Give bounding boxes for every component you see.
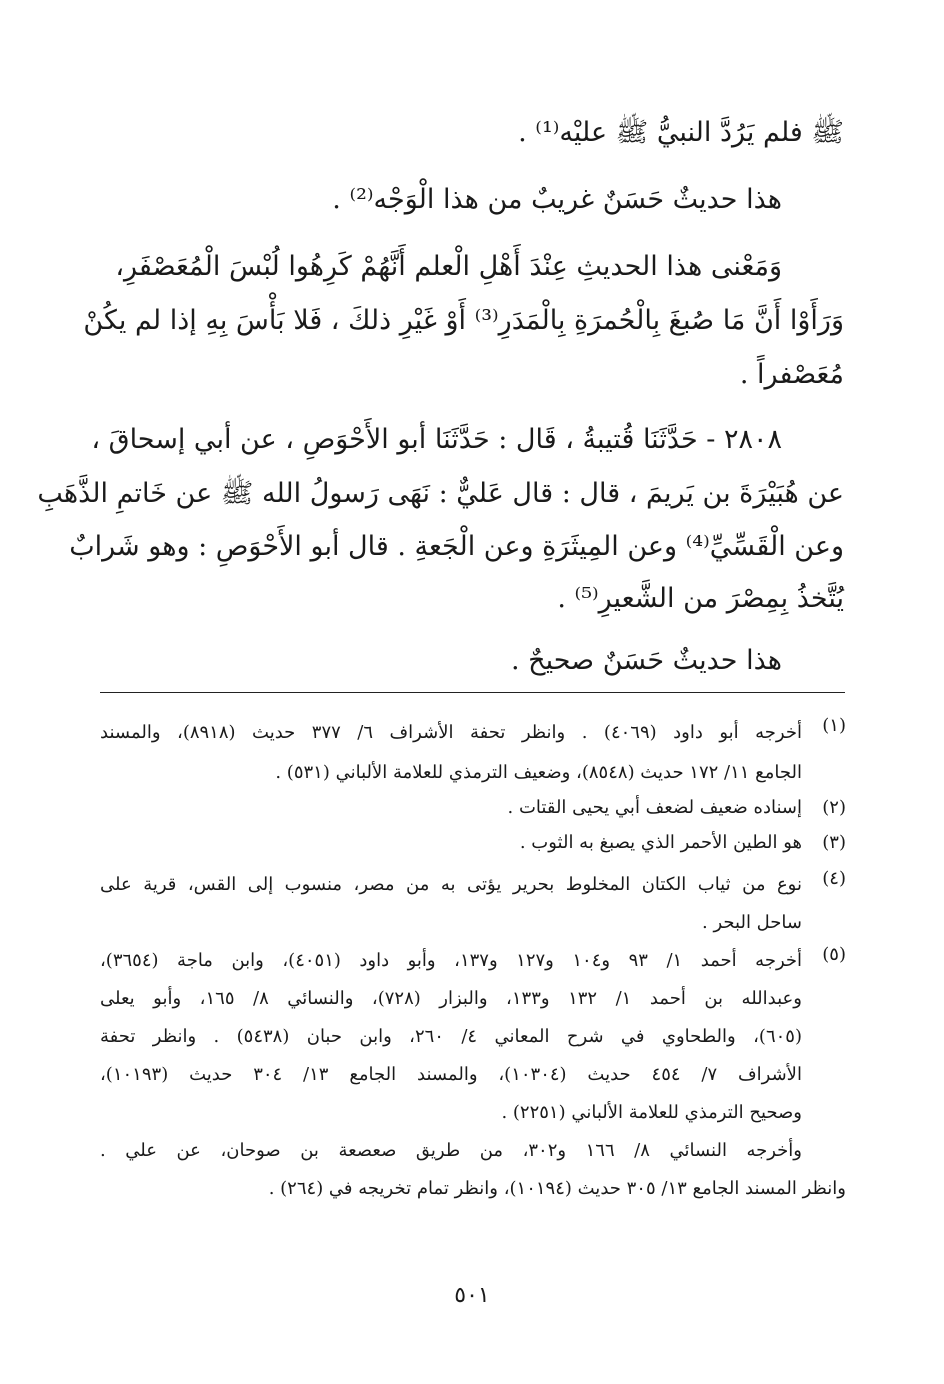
body-line: ٢٨٠٨ - حَدَّثَنَا قُتيبةُ ، قَال : حَدَّثَنَا أبو الأَحْوَصِ ، عن أبي إسحاقَ ، (91, 424, 782, 455)
footnote-line: هو الطين الأحمر الذي يصبغ به الثوب . (519, 832, 802, 853)
body-line: وَمَعْنى هذا الحديثِ عِنْدَ أَهْلِ الْعلم أَنَّهُمْ كَرِهُوا لُبْسَ الْمُعَصْفَرِ، (115, 251, 782, 282)
footnote-text (100, 713, 802, 793)
footnote-line: وانظر المسند الجامع ١٣/ ٣٠٥ حديث (١٠١٩٤)، وانظر تمام تخريجه في (٢٦٤) . (268, 1178, 846, 1199)
footnote-line: وعبدالله بن أحمد ١/ ١٣٢ و١٣٣، والبزار (٧٢٨)، والنسائي ٨/ ١٦٥، وأبو يعلى (100, 988, 802, 1009)
footnote-number: (١) (822, 715, 846, 736)
body-line: يُتَّخذُ بِمِصْرَ من الشَّعيرِ⁽⁵⁾ . (557, 583, 844, 614)
footnote-line: الجامع ١١/ ١٧٢ حديث (٨٥٤٨)، وضعيف الترمذي للعلامة الألباني (٥٣١) . (275, 762, 802, 783)
body-line: هذا حديثٌ حَسَنٌ صحيحٌ . (511, 645, 782, 676)
footnote-number: (٢) (822, 797, 846, 818)
footnote-line: وصحيح الترمذي للعلامة الألباني (٢٢٥١) . (501, 1102, 802, 1123)
body-line: وَرَأَوْا أَنَّ مَا صُبغَ بِالْحُمرَةِ بِالْمَدَرِ⁽³⁾ أَوْ غَيْرِ ذلكَ ، فَلا بَأْسَ بِهِ إذا لم يكُنْ (83, 305, 844, 336)
footnote-line: إسناده ضعيف لضعف أبي يحيى القتات . (507, 797, 802, 818)
body-line: وعن الْقَسِّيِّ⁽⁴⁾ وعن المِيثَرَةِ وعن الْجَعةِ . قال أبو الأَحْوَصِ : وهو شَرابٌ (69, 531, 844, 562)
footnote-continuation (100, 1132, 846, 1208)
footnote-text (100, 942, 802, 1132)
body-line: عن هُبَيْرَةَ بن يَريمَ ، قال : قال عَليٌّ : نَهَى رَسولُ الله ﷺ عن خَاتمِ الذَّهَبِ (37, 478, 844, 509)
footnote-number: (٥) (822, 944, 846, 965)
page-number: ٥٠١ (454, 1283, 490, 1308)
footnote-line: نوع من ثياب الكتان المخلوط بحرير يؤتى به من مصر، منسوب إلى القس، قرية على (100, 874, 802, 895)
footnote-line: الأشراف ٧/ ٤٥٤ حديث (١٠٣٠٤)، والمسند الجامع ١٣/ ٣٠٤ حديث (١٠١٩٣)، (100, 1064, 802, 1085)
footnote-line: ساحل البحر . (702, 912, 802, 933)
footnote-number: (٤) (822, 868, 846, 889)
footnote-line: (٦٠٥)، والطحاوي في شرح المعاني ٤/ ٢٦٠، وابن حبان (٥٤٣٨) . وانظر تحفة (100, 1026, 802, 1047)
footnote-line: أخرجه أحمد ١/ ٩٣ و١٠٤ و١٢٧ و١٣٧، وأبو داود (٤٠٥١)، وابن ماجة (٣٦٥٤)، (100, 950, 803, 971)
footnote-text (100, 795, 802, 821)
body-line: هذا حديثٌ حَسَنٌ غريبٌ من هذا الْوَجْه⁽²⁾ . (332, 184, 782, 215)
body-line: ﷺ فلم يَرُدَّ النبيُّ ﷺ عليْه⁽¹⁾ . (518, 117, 844, 148)
footnote-line: وأخرجه النسائي ٨/ ١٦٦ و٣٠٢، من طريق صعصعة بن صوحان، عن علي . (100, 1140, 802, 1161)
footnote-text (100, 830, 802, 856)
footnote-number: (٣) (822, 832, 846, 853)
body-line: مُعَصْفراً . (739, 359, 844, 390)
footnote-text (100, 866, 802, 942)
footnote-line: أخرجه أبو داود (٤٠٦٩) . وانظر تحفة الأشراف ٦/ ٣٧٧ حديث (٨٩١٨)، والمسند (100, 722, 802, 743)
footnote-separator (100, 692, 845, 693)
